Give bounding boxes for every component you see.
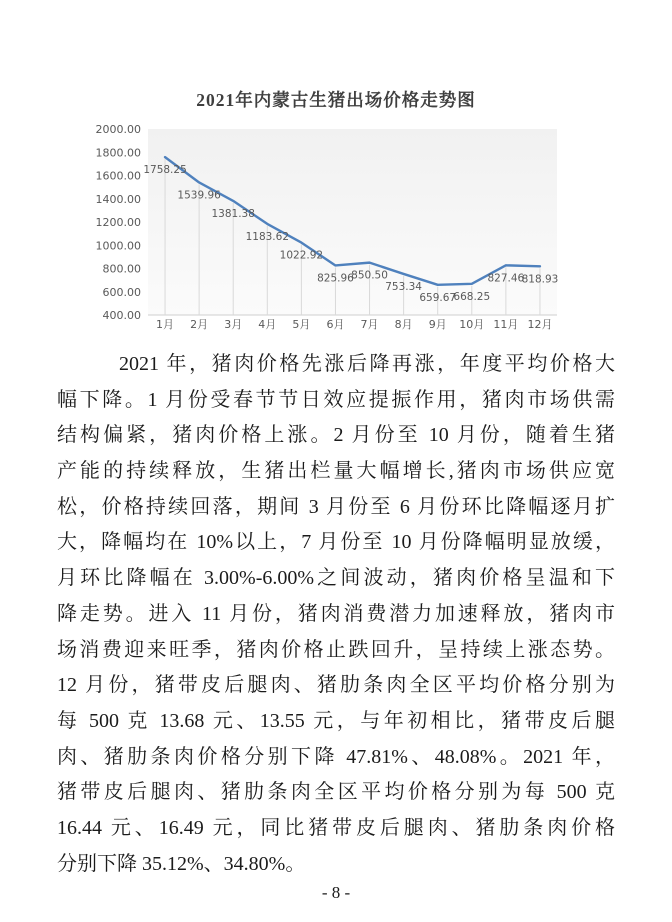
y-tick-label: 2000.00 [95, 123, 141, 136]
data-label: 827.46 [487, 272, 525, 285]
y-tick-label: 1000.00 [95, 239, 141, 253]
x-axis-label: 4月 [258, 318, 277, 331]
line-chart-canvas [85, 118, 565, 333]
data-label: 668.25 [453, 290, 491, 303]
paragraph-line: 16.44 元、16.49 元，同比猪带皮后腿肉、猪肋条肉价格 [57, 816, 615, 839]
body-paragraph [57, 347, 615, 882]
chart-title: 2021年内蒙古生猪出场价格走势图 [196, 90, 476, 110]
paragraph-line: 肉、猪肋条肉价格分别下降 47.81%、48.08%。2021 年， [57, 745, 615, 768]
x-axis-label: 7月 [360, 318, 379, 331]
page-number: - 8 - [321, 883, 351, 902]
x-axis-label: 5月 [292, 318, 311, 331]
paragraph-line: 幅下降。1 月份受春节节日效应提振作用，猪肉市场供需 [57, 388, 615, 411]
x-axis-label: 9月 [428, 318, 447, 331]
y-tick-label: 600.00 [102, 285, 141, 299]
paragraph-line: 猪带皮后腿肉、猪肋条肉全区平均价格分别为每 500 克 [57, 781, 615, 804]
data-label: 1022.92 [279, 249, 324, 262]
paragraph-line: 2021 年，猪肉价格先涨后降再涨，年度平均价格大 [119, 353, 615, 375]
x-axis-label: 2月 [190, 318, 209, 331]
data-label: 659.67 [419, 291, 457, 304]
x-axis-label: 1月 [156, 318, 175, 331]
paragraph-line: 分别下降 35.12%、34.80%。 [57, 852, 306, 875]
y-tick-label: 400.00 [102, 309, 141, 322]
data-label: 818.93 [521, 273, 559, 286]
paragraph-line: 每 500 克 13.68 元、13.55 元，与年初相比，猪带皮后腿 [57, 709, 615, 732]
paragraph-line: 松，价格持续回落，期间 3 月份至 6 月份环比降幅逐月扩 [57, 495, 615, 518]
y-tick-label: 1200.00 [95, 216, 141, 229]
data-label: 1381.38 [211, 207, 255, 220]
data-label: 1539.96 [177, 189, 221, 202]
paragraph-line: 产能的持续释放，生猪出栏量大幅增长,猪肉市场供应宽 [57, 460, 615, 483]
x-axis-label: 8月 [394, 318, 413, 331]
data-label: 850.50 [351, 269, 388, 282]
x-axis-label: 10月 [459, 318, 485, 331]
y-tick-label: 1400.00 [95, 192, 141, 206]
paragraph-line: 月环比降幅在 3.00%-6.00%之间波动，猪肉价格呈温和下 [57, 567, 615, 590]
y-tick-label: 800.00 [102, 262, 141, 276]
x-axis-label: 12月 [527, 318, 553, 331]
y-tick-label: 1800.00 [95, 146, 141, 160]
x-axis-label: 3月 [224, 318, 243, 331]
paragraph-line: 降走势。进入 11 月份，猪肉消费潜力加速释放，猪肉市 [57, 602, 615, 625]
data-label: 1758.25 [143, 164, 187, 177]
x-axis-label: 6月 [326, 318, 345, 331]
data-label: 1183.62 [245, 230, 290, 243]
y-tick-label: 1600.00 [95, 169, 141, 183]
data-label: 825.96 [317, 272, 354, 285]
data-label: 753.34 [385, 280, 422, 293]
paragraph-line: 12 月份，猪带皮后腿肉、猪肋条肉全区平均价格分别为 [57, 674, 615, 697]
paragraph-line: 场消费迎来旺季，猪肉价格止跌回升，呈持续上涨态势。 [57, 638, 615, 661]
price-trend-chart [85, 118, 565, 333]
x-axis-label: 11月 [493, 318, 519, 331]
paragraph-line: 大，降幅均在 10%以上，7 月份至 10 月份降幅明显放缓， [57, 531, 615, 554]
paragraph-line: 结构偏紧，猪肉价格上涨。2 月份至 10 月份，随着生猪 [57, 424, 615, 447]
plot-area [148, 129, 557, 315]
